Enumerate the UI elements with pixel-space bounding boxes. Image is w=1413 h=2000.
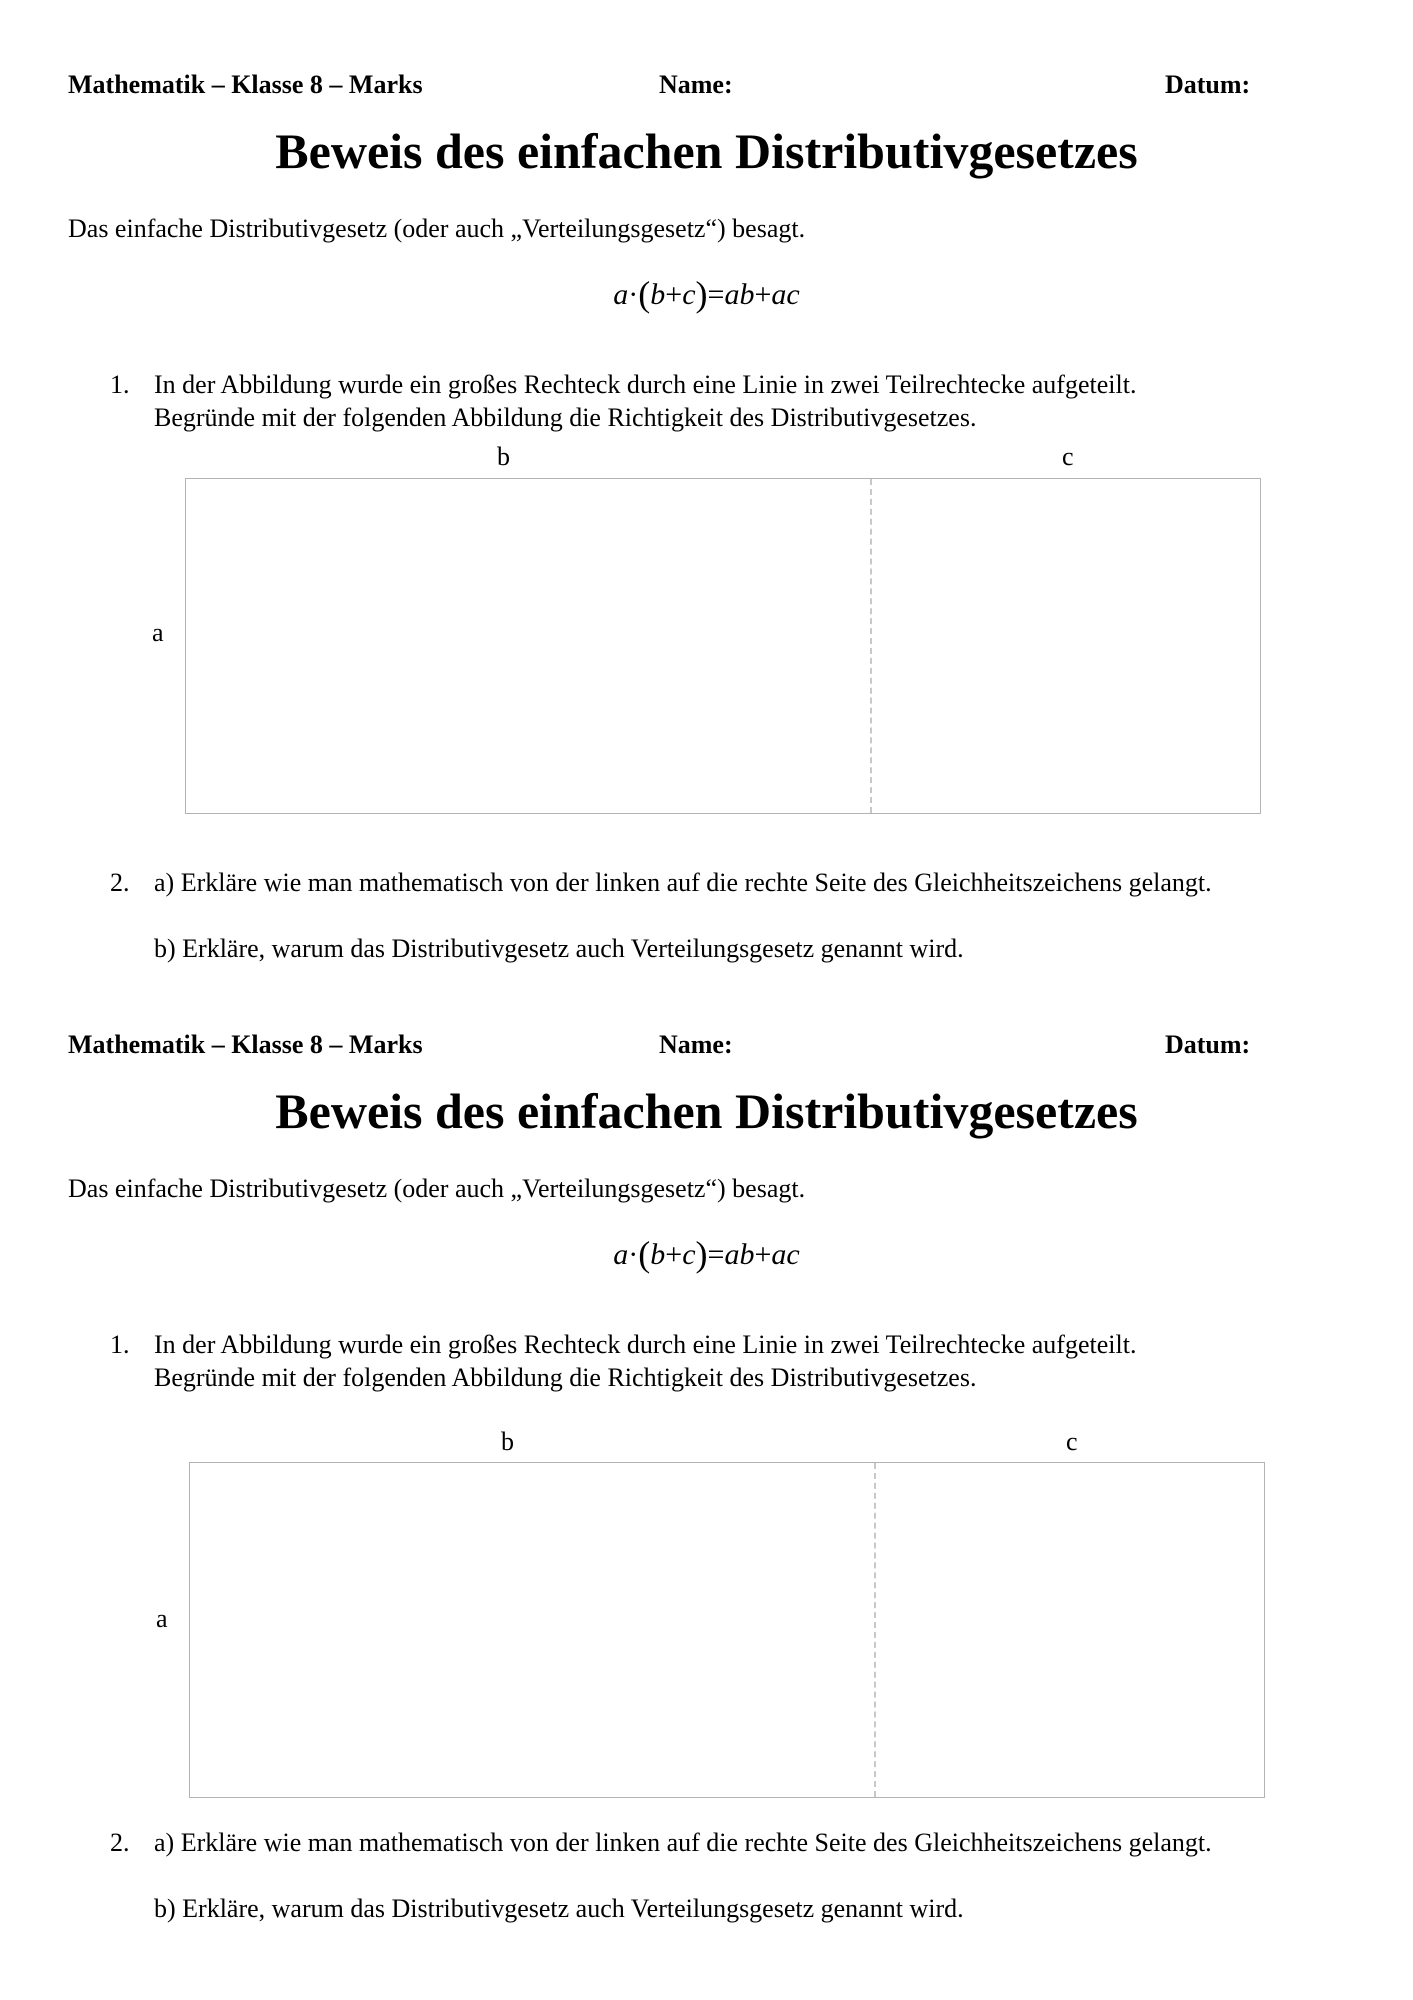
label-b: b (501, 1427, 514, 1456)
formula-plus: + (754, 1238, 772, 1271)
page-title: Beweis des einfachen Distributivgesetzes (275, 123, 1138, 179)
distributive-formula (0, 273, 1413, 315)
subject-line: Mathematik – Klasse 8 – Marks (68, 1030, 423, 1059)
task-part-a: a) Erkläre wie man mathematisch von der linken auf die rechte Seite des Gleichheitszeichens gelangt. (154, 868, 1212, 897)
name-label: Name: (659, 1030, 733, 1059)
formula-close-paren: ) (695, 274, 708, 314)
task-text (154, 1826, 1212, 1925)
worksheet-header (0, 1030, 1413, 1066)
task-number: 2. (110, 868, 130, 897)
task-part-a: a) Erkläre wie man mathematisch von der linken auf die rechte Seite des Gleichheitszeichens gelangt. (154, 1828, 1212, 1857)
task-line: In der Abbildung wurde ein großes Rechteck durch eine Linie in zwei Teilrechtecke aufgeteilt. (154, 1330, 1137, 1359)
intro-text: Das einfache Distributivgesetz (oder auch „Verteilungsgesetz“) besagt. (68, 1174, 806, 1203)
formula-ab: ab (724, 278, 755, 311)
task-number: 2. (110, 1828, 130, 1857)
task-text (154, 866, 1212, 965)
label-a: a (156, 1604, 168, 1633)
formula-equals: = (707, 278, 725, 311)
formula-c: c (682, 1238, 696, 1271)
rectangle-figure (189, 1462, 1265, 1798)
formula-a: a (613, 1238, 629, 1271)
formula-a: a (613, 278, 629, 311)
formula-plus: + (665, 1238, 683, 1271)
dashed-divider (874, 1463, 876, 1797)
page-title: Beweis des einfachen Distributivgesetzes (275, 1083, 1138, 1139)
task-line: In der Abbildung wurde ein großes Rechteck durch eine Linie in zwei Teilrechtecke aufgeteilt. (154, 370, 1137, 399)
task-part-b: b) Erkläre, warum das Distributivgesetz auch Verteilungsgesetz genannt wird. (154, 1894, 964, 1923)
formula-ac: ac (771, 1238, 800, 1271)
formula-ab: ab (724, 1238, 755, 1271)
label-c: c (1062, 442, 1074, 471)
dashed-divider (870, 479, 872, 813)
formula-c: c (682, 278, 696, 311)
formula-ac: ac (771, 278, 800, 311)
formula-close-paren: ) (695, 1234, 708, 1274)
formula-plus: + (754, 278, 772, 311)
date-label: Datum: (1165, 70, 1251, 99)
task-number: 1. (110, 1330, 130, 1359)
date-label: Datum: (1165, 1030, 1251, 1059)
label-b: b (497, 442, 510, 471)
intro-text: Das einfache Distributivgesetz (oder auch „Verteilungsgesetz“) besagt. (68, 214, 806, 243)
task-line: Begründe mit der folgenden Abbildung die Richtigkeit des Distributivgesetzes. (154, 1363, 977, 1392)
formula-b: b (650, 1238, 666, 1271)
formula-open-paren: ( (638, 1234, 651, 1274)
task-text (154, 1328, 1136, 1394)
formula-open-paren: ( (638, 274, 651, 314)
label-a: a (152, 618, 164, 647)
task-number: 1. (110, 370, 130, 399)
label-c: c (1066, 1427, 1078, 1456)
rectangle-figure (185, 478, 1261, 814)
formula-dot: · (628, 278, 639, 311)
formula-equals: = (707, 1238, 725, 1271)
task-text (154, 368, 1136, 434)
distributive-formula (0, 1233, 1413, 1275)
task-part-b: b) Erkläre, warum das Distributivgesetz auch Verteilungsgesetz genannt wird. (154, 934, 964, 963)
subject-line: Mathematik – Klasse 8 – Marks (68, 70, 423, 99)
formula-dot: · (628, 1238, 639, 1271)
formula-plus: + (665, 278, 683, 311)
worksheet-header (0, 70, 1413, 106)
task-line: Begründe mit der folgenden Abbildung die Richtigkeit des Distributivgesetzes. (154, 403, 977, 432)
name-label: Name: (659, 70, 733, 99)
formula-b: b (650, 278, 666, 311)
